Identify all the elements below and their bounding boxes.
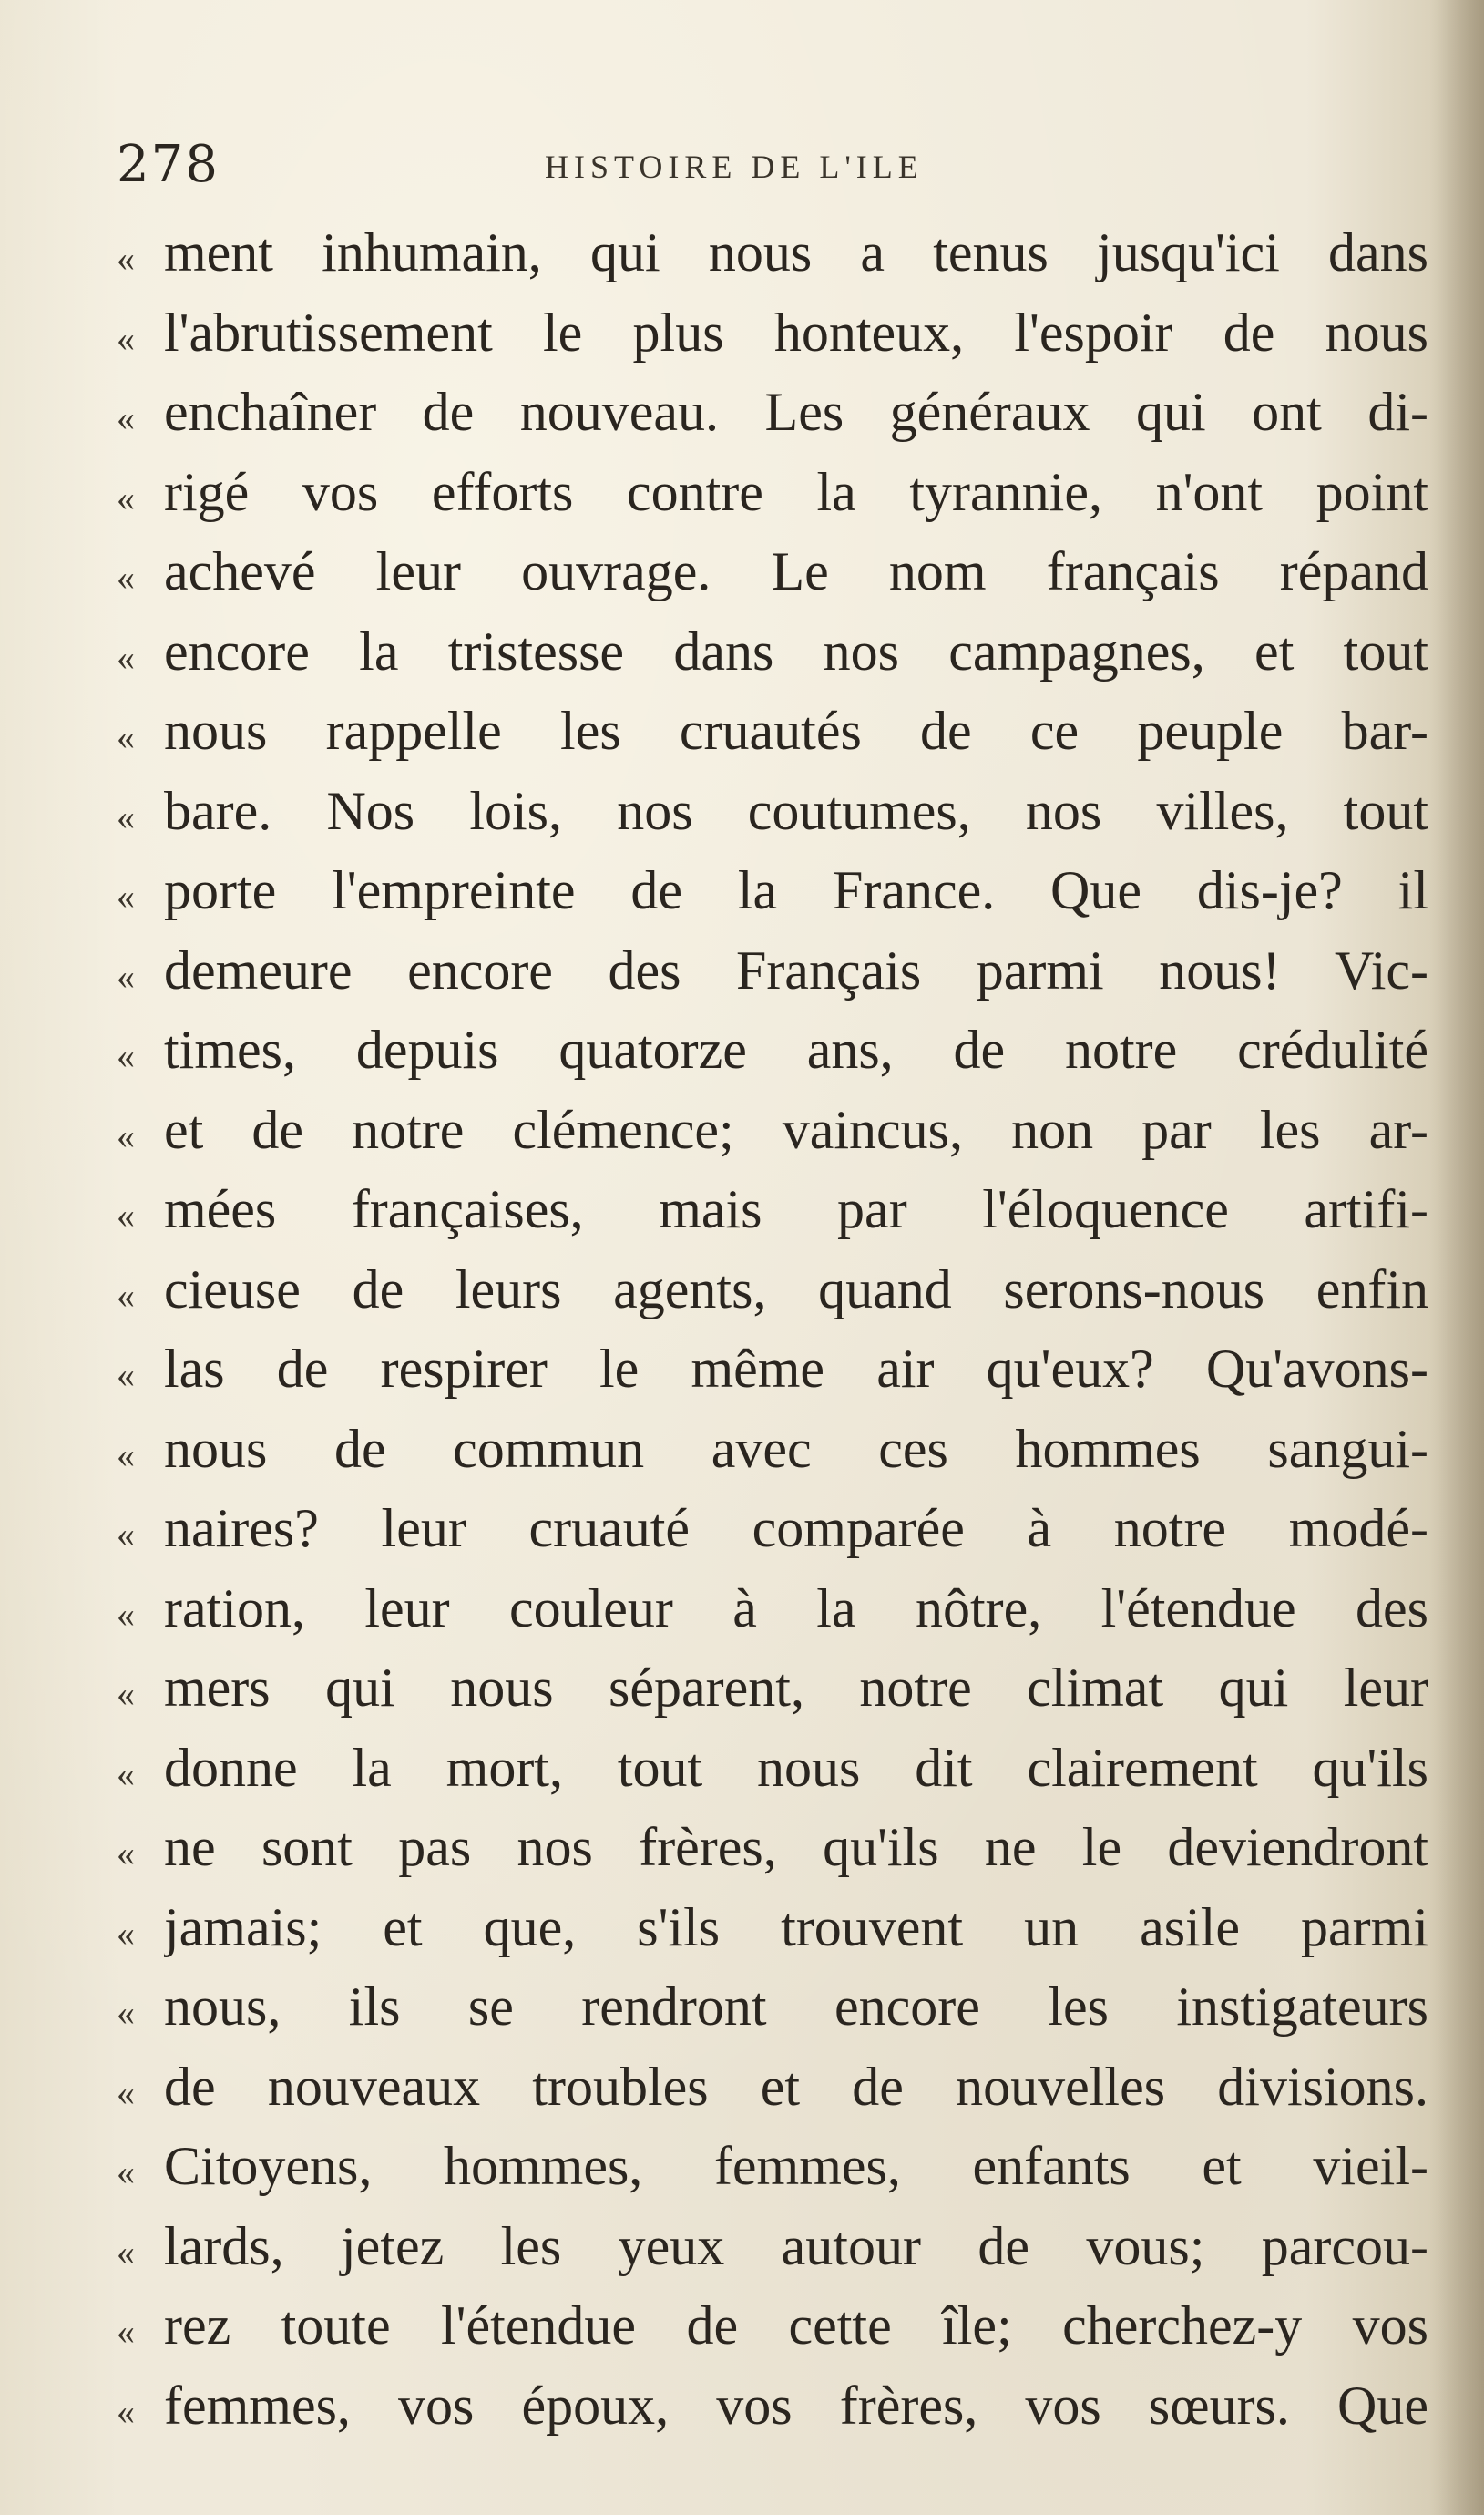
text-line (117, 1019, 1428, 1099)
line-text: ration, leur couleur à la nôtre, l'étendue des (164, 1577, 1428, 1638)
line-text: encore la tristesse dans nos campagnes, et tout (164, 621, 1428, 682)
opening-quote-mark: « (117, 397, 135, 438)
text-line (117, 2294, 1428, 2375)
text-line (117, 1896, 1428, 1976)
opening-quote-mark: « (117, 1274, 135, 1316)
body-text (117, 221, 1428, 2454)
line-text: Citoyens, hommes, femmes, enfants et vieil- (164, 2136, 1428, 2196)
opening-quote-mark: « (117, 1114, 135, 1156)
text-line (117, 302, 1428, 382)
line-text: donne la mort, tout nous dit clairement qu'ils (164, 1737, 1428, 1798)
text-line (117, 939, 1428, 1020)
line-text: et de notre clémence; vaincus, non par les ar- (164, 1099, 1428, 1160)
text-line (117, 1976, 1428, 2056)
text-line (117, 1737, 1428, 1817)
opening-quote-mark: « (117, 1035, 135, 1076)
text-line (117, 1338, 1428, 1418)
line-text: de nouveaux troubles et de nouvelles divisions. (164, 2056, 1428, 2117)
text-line (117, 381, 1428, 461)
line-text: porte l'empreinte de la France. Que dis-je? il (164, 860, 1428, 920)
line-text: naires? leur cruauté comparée à notre modé- (164, 1498, 1428, 1558)
line-text: rigé vos efforts contre la tyrannie, n'ont point (164, 461, 1428, 522)
text-line (117, 1497, 1428, 1577)
text-line (117, 700, 1428, 780)
text-line (117, 1577, 1428, 1658)
spine-shadow (1429, 0, 1484, 2515)
running-title: HISTOIRE DE L'ILE (545, 149, 924, 185)
text-line (117, 461, 1428, 541)
page-header (117, 135, 1428, 208)
line-text: enchaîner de nouveau. Les généraux qui ont di- (164, 382, 1428, 442)
opening-quote-mark: « (117, 317, 135, 359)
opening-quote-mark: « (117, 2231, 135, 2273)
opening-quote-mark: « (117, 1912, 135, 1954)
line-text: bare. Nos lois, nos coutumes, nos villes, tout (164, 780, 1428, 841)
line-text: cieuse de leurs agents, quand serons-nous enfin (164, 1258, 1428, 1319)
line-text: rez toute l'étendue de cette île; cherchez-y vos (164, 2295, 1428, 2356)
opening-quote-mark: « (117, 716, 135, 757)
opening-quote-mark: « (117, 2390, 135, 2432)
text-line (117, 1258, 1428, 1339)
text-line (117, 2215, 1428, 2295)
opening-quote-mark: « (117, 2151, 135, 2192)
text-line (117, 780, 1428, 860)
opening-quote-mark: « (117, 636, 135, 678)
text-line (117, 221, 1428, 302)
opening-quote-mark: « (117, 477, 135, 518)
opening-quote-mark: « (117, 1752, 135, 1794)
page-number: 278 (117, 135, 220, 194)
opening-quote-mark: « (117, 955, 135, 997)
opening-quote-mark: « (117, 796, 135, 837)
text-line (117, 621, 1428, 701)
text-line (117, 540, 1428, 621)
line-text: mées françaises, mais par l'éloquence artifi- (164, 1179, 1428, 1239)
opening-quote-mark: « (117, 1992, 135, 2033)
opening-quote-mark: « (117, 1673, 135, 1714)
opening-quote-mark: « (117, 1433, 135, 1475)
text-line (117, 2375, 1428, 2455)
line-text: demeure encore des Français parmi nous! Vic- (164, 939, 1428, 1001)
text-line (117, 1816, 1428, 1896)
text-line (117, 1099, 1428, 1179)
opening-quote-mark: « (117, 1354, 135, 1395)
line-text: femmes, vos époux, vos frères, vos sœurs. Que (164, 2375, 1428, 2436)
opening-quote-mark: « (117, 2071, 135, 2113)
text-line (117, 859, 1428, 939)
text-line (117, 1178, 1428, 1258)
line-text: lards, jetez les yeux autour de vous; parcou- (164, 2215, 1428, 2276)
opening-quote-mark: « (117, 1195, 135, 1236)
opening-quote-mark: « (117, 1832, 135, 1873)
opening-quote-mark: « (117, 2311, 135, 2352)
opening-quote-mark: « (117, 1593, 135, 1635)
text-line (117, 2135, 1428, 2215)
line-text: times, depuis quatorze ans, de notre crédulité (164, 1020, 1428, 1080)
line-text: ment inhumain, qui nous a tenus jusqu'ici dans (164, 222, 1428, 282)
line-text: ne sont pas nos frères, qu'ils ne le deviendront (164, 1817, 1428, 1877)
line-text: nous, ils se rendront encore les instigateurs (164, 1976, 1428, 2037)
opening-quote-mark: « (117, 876, 135, 917)
text-line (117, 1418, 1428, 1498)
opening-quote-mark: « (117, 238, 135, 279)
line-text: nous de commun avec ces hommes sangui- (164, 1418, 1428, 1479)
opening-quote-mark: « (117, 1514, 135, 1555)
line-text: achevé leur ouvrage. Le nom français répand (164, 541, 1428, 601)
line-text: l'abrutissement le plus honteux, l'espoir de nous (164, 302, 1428, 363)
line-text: mers qui nous séparent, notre climat qui leur (164, 1658, 1428, 1718)
line-text: jamais; et que, s'ils trouvent un asile parmi (164, 1896, 1428, 1957)
line-text: nous rappelle les cruautés de ce peuple bar- (164, 701, 1428, 761)
text-line (117, 1657, 1428, 1737)
line-text: las de respirer le même air qu'eux? Qu'avons- (164, 1339, 1428, 1399)
opening-quote-mark: « (117, 557, 135, 598)
text-line (117, 2056, 1428, 2136)
